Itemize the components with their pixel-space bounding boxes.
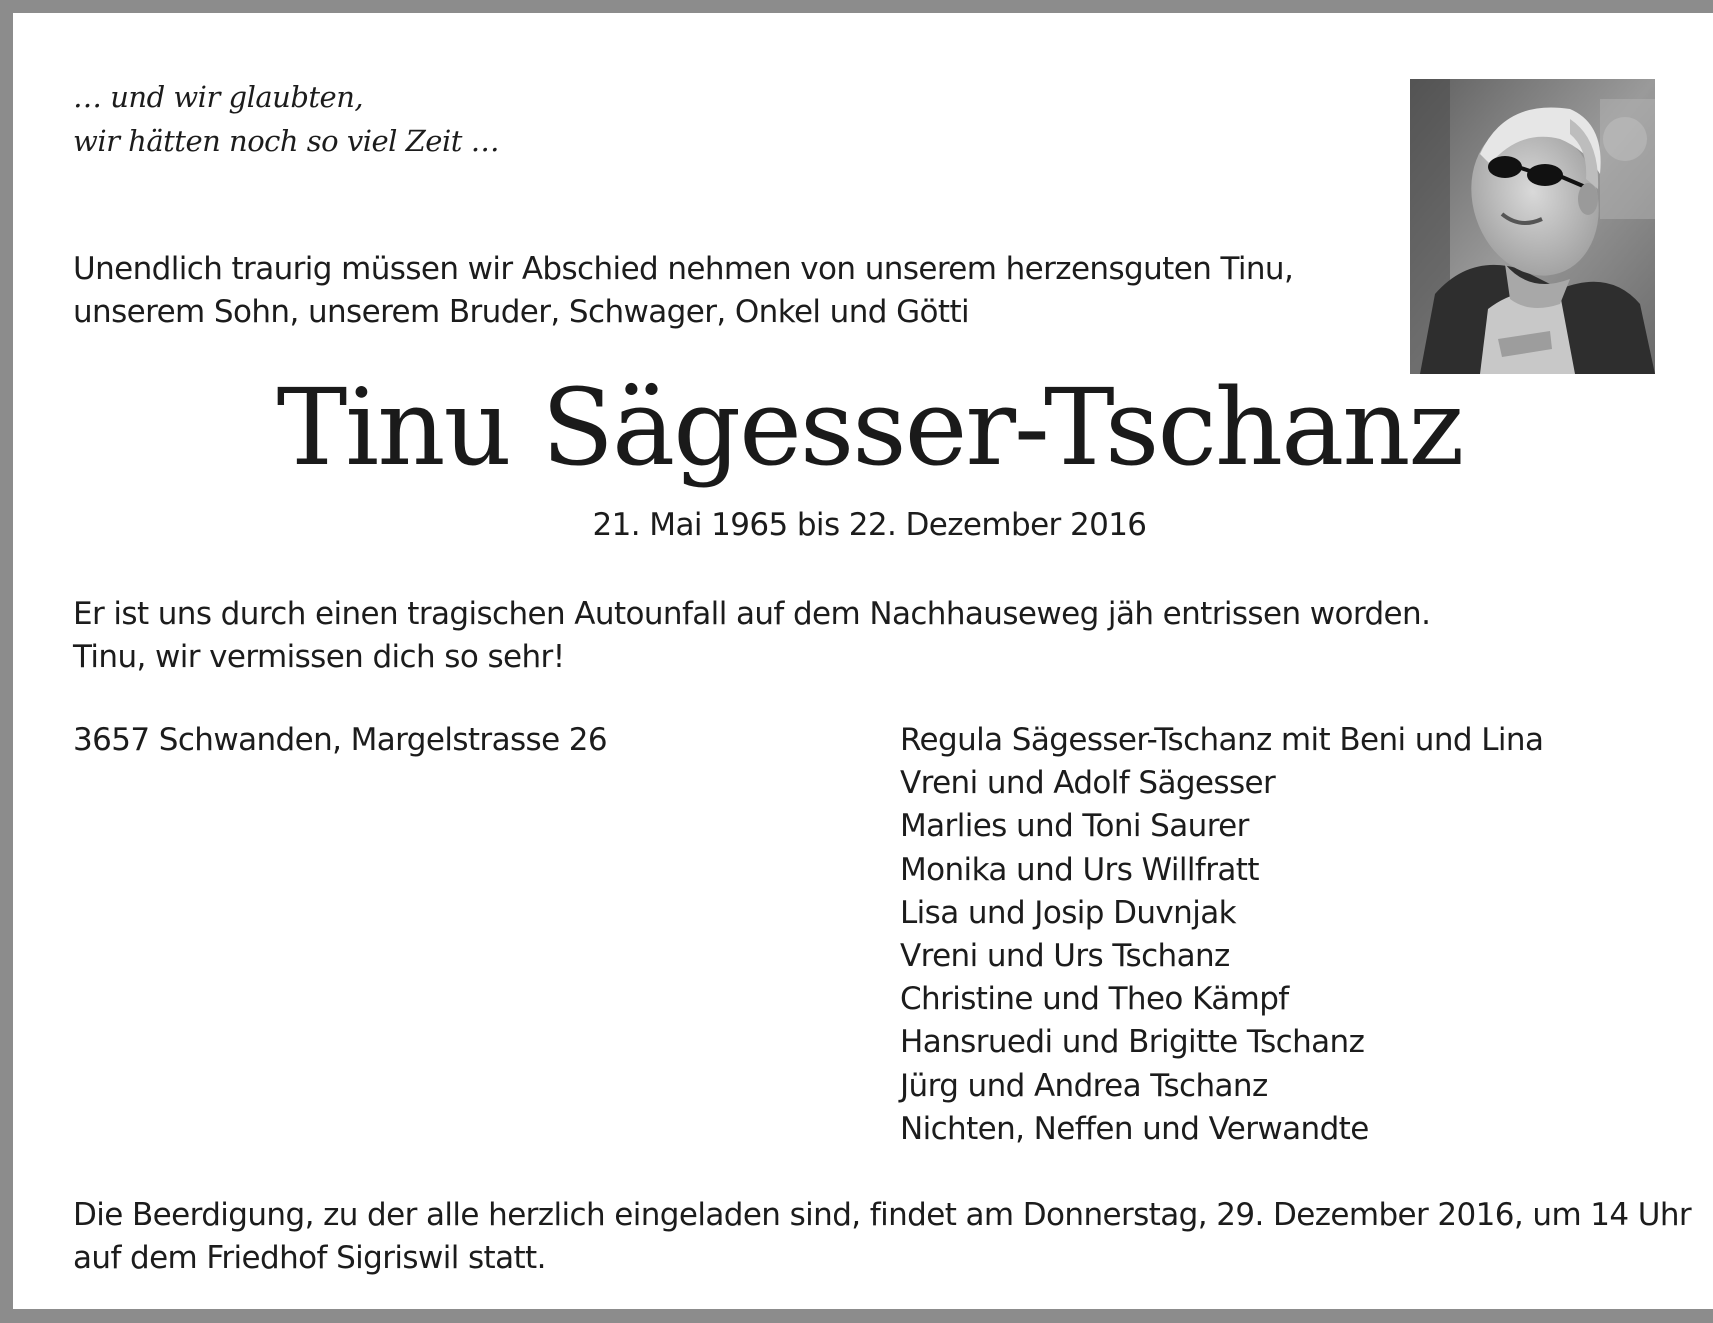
message-line-2: Tinu, wir vermissen dich so sehr! — [73, 639, 565, 675]
funeral-notice — [73, 1194, 1691, 1280]
opening-quote — [73, 75, 499, 163]
life-dates: 21. Mai 1965 bis 22. Dezember 2016 — [592, 507, 1147, 543]
intro-text — [73, 248, 1293, 334]
portrait-photo — [1410, 79, 1655, 374]
mourner-item: Lisa und Josip Duvnjak — [900, 894, 1236, 931]
funeral-line-2: auf dem Friedhof Sigriswil statt. — [73, 1240, 546, 1276]
mourner-item: Marlies und Toni Saurer — [900, 808, 1249, 845]
deceased-name: Tinu Sägesser-Tschanz — [276, 366, 1463, 489]
mourner-item: Monika und Urs Willfratt — [900, 851, 1259, 888]
mourners-list — [900, 719, 1543, 1151]
intro-line-1: Unendlich traurig müssen wir Abschied nehmen von unserem herzensguten Tinu, — [73, 251, 1294, 287]
mourner-item: Vreni und Urs Tschanz — [900, 938, 1230, 975]
message-line-1: Er ist uns durch einen tragischen Autounfall auf dem Nachhauseweg jäh entrissen worden. — [73, 596, 1431, 632]
intro-line-2: unserem Sohn, unserem Bruder, Schwager, Onkel und Götti — [73, 294, 970, 330]
mourner-item: Nichten, Neffen und Verwandte — [900, 1110, 1369, 1147]
mourner-item: Jürg und Andrea Tschanz — [900, 1067, 1268, 1104]
message-text — [73, 593, 1430, 679]
mourner-item: Hansruedi und Brigitte Tschanz — [900, 1024, 1365, 1061]
mourner-item: Vreni und Adolf Sägesser — [900, 765, 1276, 802]
quote-line-2: wir hätten noch so viel Zeit … — [73, 124, 500, 158]
mourner-item: Regula Sägesser-Tschanz mit Beni und Lina — [900, 722, 1544, 758]
funeral-line-1: Die Beerdigung, zu der alle herzlich eingeladen sind, findet am Donnerstag, 29. Dezember 2016, um 14 Uhr — [73, 1197, 1692, 1233]
address: 3657 Schwanden, Margelstrasse 26 — [73, 722, 608, 758]
quote-line-1: … und wir glaubten, — [73, 80, 364, 114]
mourner-item: Christine und Theo Kämpf — [900, 981, 1289, 1018]
